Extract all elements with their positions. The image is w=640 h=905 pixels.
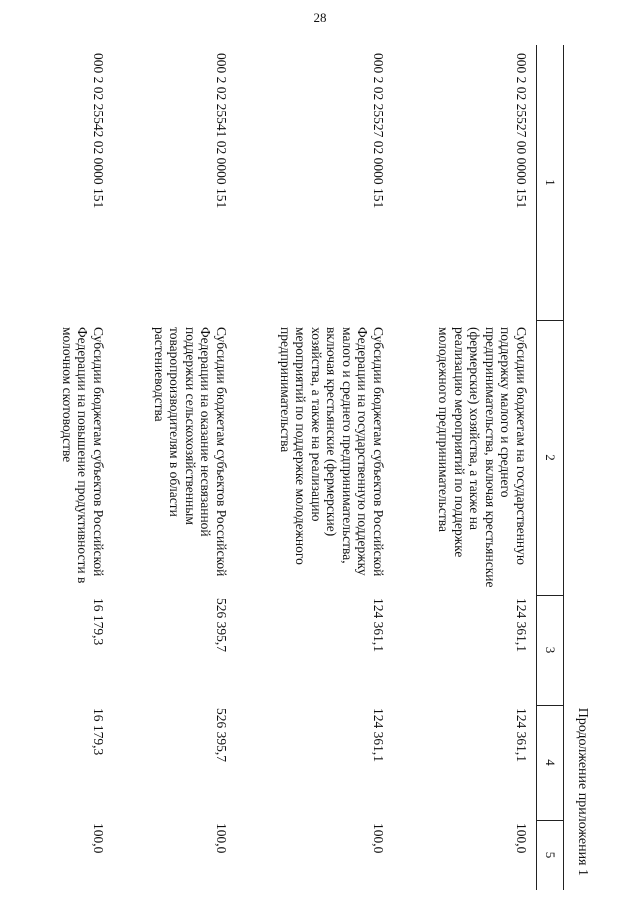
actual-amount: 124 361,1: [514, 708, 529, 762]
header-col-2: 2: [543, 454, 558, 461]
budget-code: 000 2 02 25541 02 0000 151: [214, 53, 229, 209]
percent-value: 100,0: [214, 823, 229, 854]
appendix-caption: Продолжение приложения 1: [575, 707, 590, 876]
header-col-5: 5: [543, 851, 558, 859]
actual-amount: 526 395,7: [214, 708, 229, 762]
header-col-4: 4: [543, 759, 558, 766]
row-description: Субсидии бюджетам на государственную поддержку малого и среднего предпринимательства, включая крестьянские (фермерские) хозяйства, а также на реализацию мероприятий по поддержке молодежного предпринимательства: [436, 327, 529, 588]
row-description: Субсидии бюджетам субъектов Российской Федерации на повышение продуктивности в молочном скотоводстве: [60, 327, 106, 584]
planned-amount: 526 395,7: [214, 598, 229, 652]
percent-value: 100,0: [91, 823, 106, 854]
planned-amount: 16 179,3: [91, 598, 106, 646]
budget-code: 000 2 02 25527 00 0000 151: [514, 53, 529, 209]
planned-amount: 124 361,1: [514, 598, 529, 652]
rotated-table-page: [55, 45, 600, 890]
percent-value: 100,0: [371, 823, 386, 854]
budget-code: 000 2 02 25542 02 0000 151: [91, 53, 106, 209]
budget-table: [55, 45, 564, 890]
table-header: [536, 45, 564, 890]
row-description: Субсидии бюджетам субъектов Российской Федерации на оказание несвязанной поддержки сельскохозяйственным товаропроизводителям в области растениеводства: [152, 327, 229, 577]
header-col-3: 3: [543, 646, 558, 654]
planned-amount: 124 361,1: [371, 598, 386, 652]
row-description: Субсидии бюджетам субъектов Российской Федерации на государственную поддержку малого и среднего предпринимательства, включая крестьянские (фермерские) хозяйства, а также на реализацию мероприятий по поддержке молодежного предпринимательства: [278, 327, 386, 577]
page-number: 28: [313, 10, 327, 25]
budget-code: 000 2 02 25527 02 0000 151: [371, 53, 386, 209]
percent-value: 100,0: [514, 823, 529, 854]
actual-amount: 16 179,3: [91, 708, 106, 756]
header-col-1: 1: [543, 179, 558, 186]
actual-amount: 124 361,1: [371, 708, 386, 762]
